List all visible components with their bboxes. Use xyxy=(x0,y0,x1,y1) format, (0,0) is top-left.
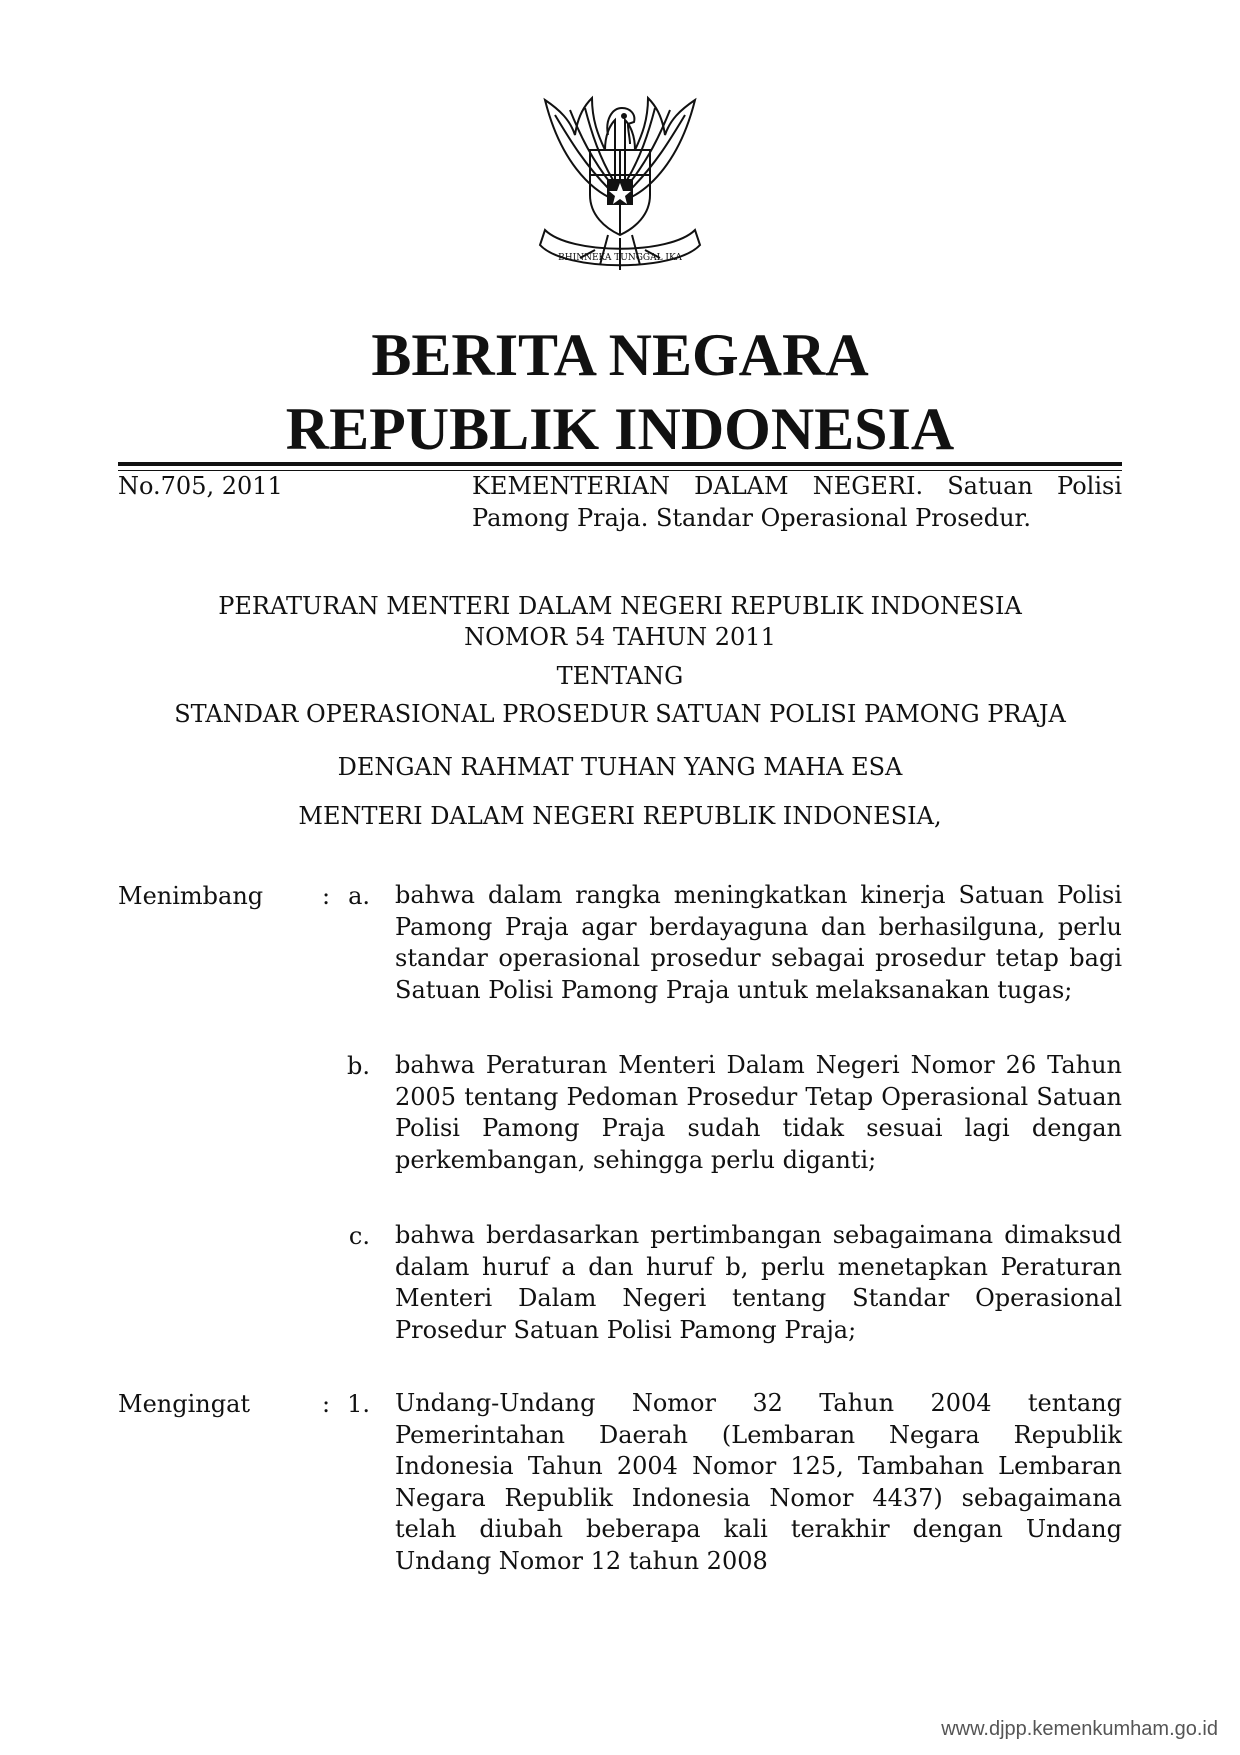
gazette-subject-line2: Pamong Praja. Standar Operasional Prosedur. xyxy=(472,504,1032,532)
menimbang-colon: : xyxy=(322,882,331,910)
gazette-subject xyxy=(472,470,1122,534)
menimbang-item-b-text: bahwa Peraturan Menteri Dalam Negeri Nomor 26 Tahun 2005 tentang Pedoman Prosedur Tetap Operasional Satuan Polisi Pamong Praja sudah tidak sesuai lagi dengan perkembangan, sehingga perlu diganti; xyxy=(395,1051,1122,1174)
mengingat-colon: : xyxy=(322,1390,331,1418)
mengingat-label: Mengingat xyxy=(118,1390,251,1418)
source-watermark: www.djpp.kemenkumham.go.id xyxy=(941,1718,1218,1740)
invocation: DENGAN RAHMAT TUHAN YANG MAHA ESA xyxy=(337,753,903,781)
mengingat-item-1-text: Undang-Undang Nomor 32 Tahun 2004 tentang Pemerintahan Daerah (Lembaran Negara Republik Indonesia Tahun 2004 Nomor 125, Tambahan Lembaran Negara Republik Indonesia Nomor 4437) sebagaimana telah diubah beberapa kali terakhir dengan Undang Undang Nomor 12 tahun 2008 xyxy=(395,1389,1122,1575)
gazette-subject-line1: KEMENTERIAN DALAM NEGERI. Satuan Polisi xyxy=(472,472,1122,500)
menimbang-item-b-marker: b. xyxy=(347,1052,370,1080)
menimbang-item-a-text: bahwa dalam rangka meningkatkan kinerja Satuan Polisi Pamong Praja agar berdayaguna dan berhasilguna, perlu standar operasional prosedur sebagai prosedur tetap bagi Satuan Polisi Pamong Praja untuk melaksanakan tugas; xyxy=(395,881,1122,1004)
svg-text:BHINNEKA TUNGGAL IKA: BHINNEKA TUNGGAL IKA xyxy=(558,253,682,263)
garuda-pancasila-emblem xyxy=(500,80,740,300)
gazette-number: No.705, 2011 xyxy=(118,472,283,500)
masthead-title-line2: REPUBLIK INDONESIA xyxy=(285,396,955,462)
menimbang-label: Menimbang xyxy=(118,882,264,910)
regulation-title-line1: PERATURAN MENTERI DALAM NEGERI REPUBLIK INDONESIA xyxy=(218,592,1022,620)
menimbang-item-c-marker: c. xyxy=(348,1222,370,1250)
menimbang-item-a-marker: a. xyxy=(348,882,370,910)
regulation-number: NOMOR 54 TAHUN 2011 xyxy=(464,623,776,651)
masthead-divider-thick xyxy=(118,462,1122,466)
masthead-title-line1: BERITA NEGARA xyxy=(371,322,869,388)
regulation-subject: STANDAR OPERASIONAL PROSEDUR SATUAN POLISI PAMONG PRAJA xyxy=(174,700,1066,728)
regulation-tentang: TENTANG xyxy=(556,662,684,690)
menimbang-item-c-text: bahwa berdasarkan pertimbangan sebagaimana dimaksud dalam huruf a dan huruf b, perlu menetapkan Peraturan Menteri Dalam Negeri tentang Standar Operasional Prosedur Satuan Polisi Pamong Praja; xyxy=(395,1221,1122,1344)
issuer: MENTERI DALAM NEGERI REPUBLIK INDONESIA, xyxy=(298,802,942,830)
mengingat-item-1-marker: 1. xyxy=(347,1390,370,1418)
